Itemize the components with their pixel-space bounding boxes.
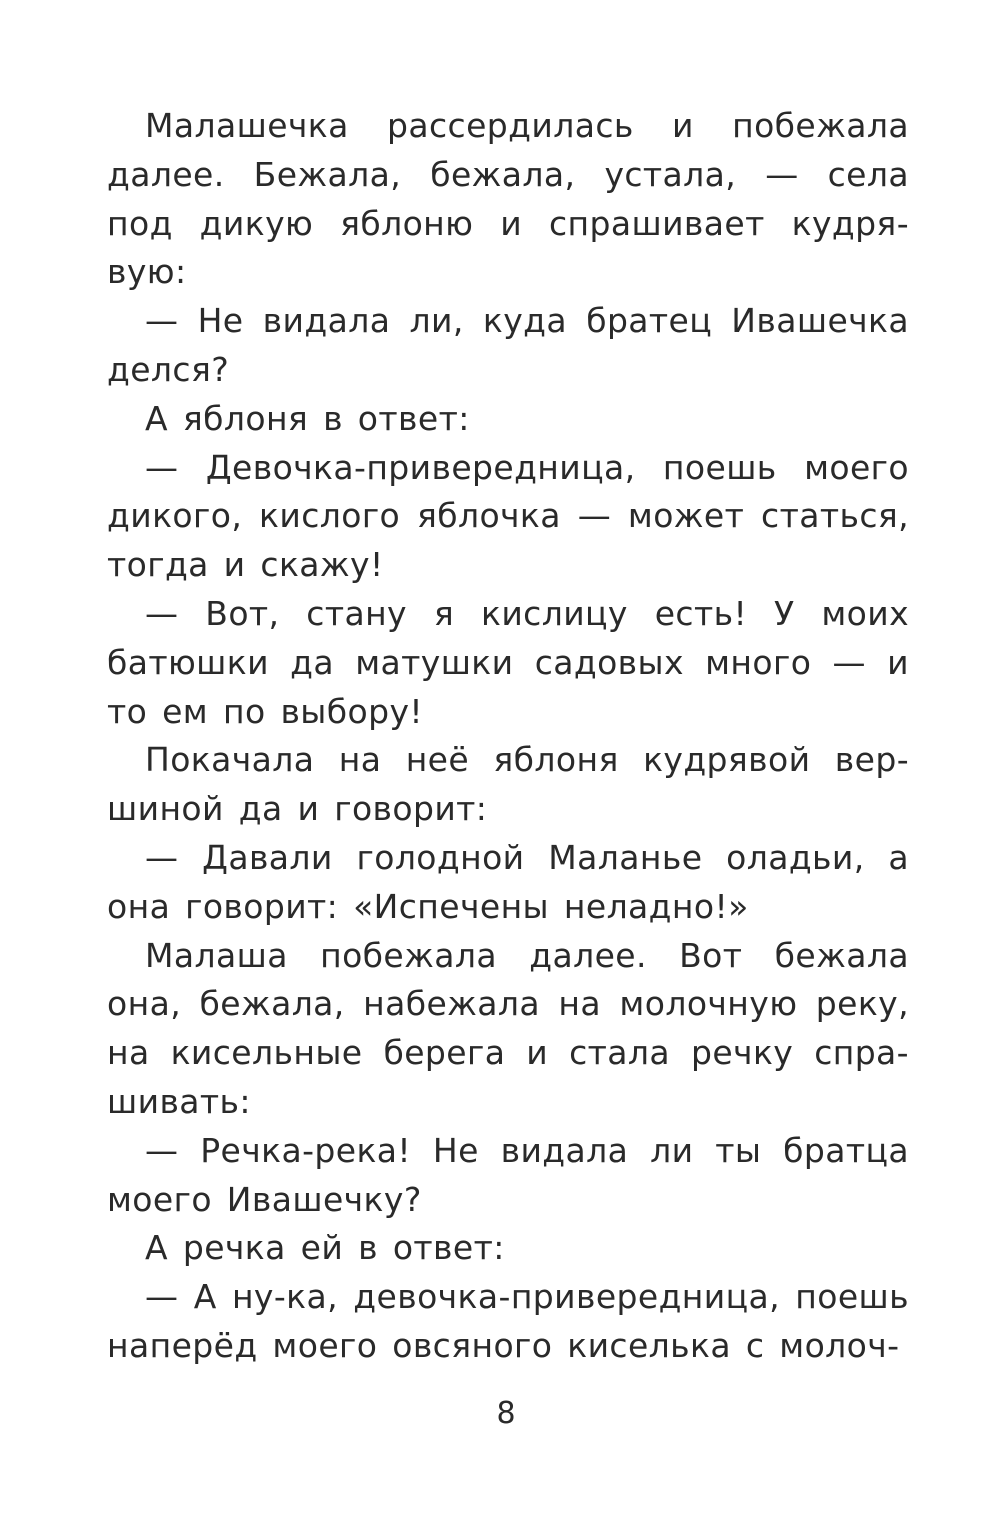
paragraph-8: Малаша побежала далее. Вот бежала она, бежала, набежала на молочную реку, на кисельные берега и стала речку спра-шивать: [107,935,909,1121]
paragraph-7: — Давали голодной Маланье оладьи, а она говорит: «Испечены неладно!» [107,837,909,926]
paragraph-10: А речка ей в ответ: [145,1228,505,1268]
text-body [107,102,909,1371]
paragraph-5: — Вот, стану я кислицу есть! У моих батюшки да матушки садовых много — и то ем по выбору! [107,593,909,731]
paragraph-9: — Речка-река! Не видала ли ты братца моего Ивашечку? [107,1130,909,1219]
paragraph-11: — А ну-ка, девочка-привередница, поешь наперёд моего овсяного киселька с молоч- [107,1277,909,1365]
paragraph-1: Малашечка рассердилась и побежала далее. Бежала, бежала, устала, — села под дикую яблоню и спрашивает кудря-вую: [107,106,909,292]
paragraph-3: А яблоня в ответ: [145,398,470,438]
paragraph-6: Покачала на неё яблоня кудрявой вер-шиной да и говорит: [107,740,909,829]
paragraph-2: — Не видала ли, куда братец Ивашечка делся? [107,301,909,389]
paragraph-4: — Девочка-привередница, поешь моего дикого, кислого яблочка — может статься, тогда и скажу! [107,447,909,585]
page-number: 8 [496,1396,516,1431]
